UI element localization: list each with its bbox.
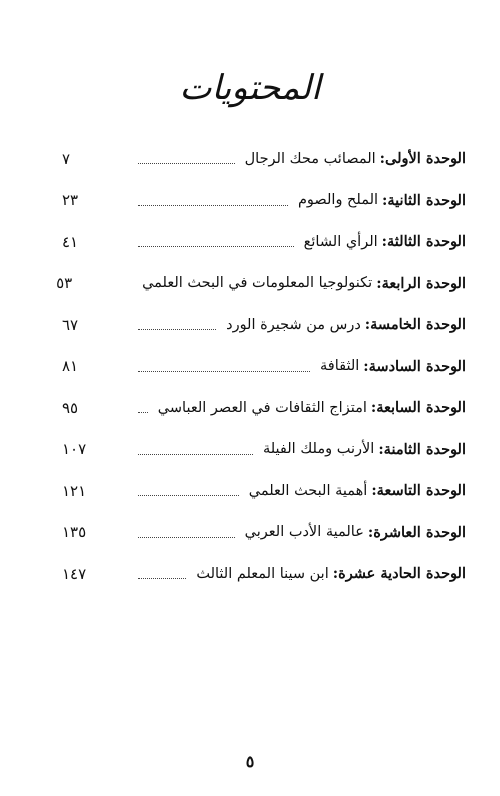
unit-topic: الأرنب وملك الفيلة: [262, 441, 375, 458]
unit-topic: المصائب محك الرجال: [244, 150, 376, 167]
unit-topic: الملح والصوم: [297, 192, 379, 209]
page-number: ١٤٧: [62, 564, 87, 583]
toc-entry: الوحدة الثالثة : الرأي الشائع ٤١: [62, 232, 466, 251]
toc-entry: الوحدة الثامنة : الأرنب وملك الفيلة ١٠٧: [62, 440, 466, 459]
dot-leader: [138, 205, 288, 206]
unit-topic: تكنولوجيا المعلومات في البحث العلمي: [142, 275, 373, 292]
unit-label: الوحدة الأولى: [385, 150, 466, 168]
page-title: المحتويات: [179, 68, 321, 108]
unit-topic: عالمية الأدب العربي: [244, 524, 364, 541]
page-number: ٦٧: [62, 315, 79, 334]
page-number: ٤١: [62, 232, 79, 251]
unit-label: الوحدة السادسة: [368, 357, 466, 375]
unit-topic: امتزاج الثقافات في العصر العباسي: [157, 399, 367, 416]
toc-entry: الوحدة السابعة : امتزاج الثقافات في العصر العباسي ٩٥: [62, 398, 466, 417]
dot-leader: [138, 329, 216, 330]
page-number: ٢٣: [62, 191, 79, 210]
unit-topic: درس من شجيرة الورد: [226, 316, 361, 333]
toc-entry: الوحدة السادسة : الثقافة ٨١: [62, 357, 466, 376]
toc-entry: الوحدة الحادية عشرة : ابن سينا المعلم الثالث ١٤٧: [62, 564, 466, 583]
dot-leader: [138, 371, 310, 372]
page-number: ٩٥: [62, 398, 79, 417]
unit-label: الوحدة الثالثة: [387, 233, 466, 251]
page-number: ١٠٧: [62, 440, 87, 459]
unit-topic: أهمية البحث العلمي: [248, 482, 368, 499]
toc-entry: الوحدة التاسعة : أهمية البحث العلمي ١٢١: [62, 481, 466, 500]
unit-label: الوحدة الخامسة: [370, 316, 466, 334]
dot-leader: [138, 495, 239, 496]
page-number: ٧: [62, 149, 71, 168]
unit-label: الوحدة الثامنة: [383, 440, 466, 458]
toc-entry: الوحدة الثانية : الملح والصوم ٢٣: [62, 191, 466, 210]
toc-entry: الوحدة الأولى : المصائب محك الرجال ٧: [62, 149, 466, 168]
unit-topic: ابن سينا المعلم الثالث: [196, 565, 329, 582]
unit-label: الوحدة السابعة: [376, 399, 466, 417]
toc-entry: الوحدة الرابعة : تكنولوجيا المعلومات في البحث العلمي ٥٣: [56, 274, 466, 293]
toc-entry: الوحدة العاشرة : عالمية الأدب العربي ١٣٥: [62, 523, 466, 542]
dot-leader: [138, 246, 294, 247]
page-number: ٥٣: [56, 274, 73, 293]
toc-entry: الوحدة الخامسة : درس من شجيرة الورد ٦٧: [62, 315, 466, 334]
page-number: ١٣٥: [62, 523, 87, 542]
unit-label: الوحدة العاشرة: [373, 523, 466, 541]
dot-leader: [138, 412, 148, 413]
dot-leader: [138, 163, 235, 164]
unit-topic: الرأي الشائع: [303, 233, 378, 250]
unit-label: الوحدة الثانية: [387, 191, 466, 209]
page-number: ٨١: [62, 357, 79, 376]
unit-label: الوحدة الرابعة: [381, 274, 466, 292]
dot-leader: [138, 578, 186, 579]
unit-topic: الثقافة: [320, 358, 360, 375]
unit-label: الوحدة الحادية عشرة: [338, 565, 466, 583]
table-of-contents: [56, 138, 466, 595]
unit-label: الوحدة التاسعة: [376, 482, 466, 500]
page-number: ١٢١: [62, 481, 87, 500]
dot-leader: [138, 537, 235, 538]
folio-page-number: ٥: [245, 752, 255, 771]
dot-leader: [138, 454, 253, 455]
